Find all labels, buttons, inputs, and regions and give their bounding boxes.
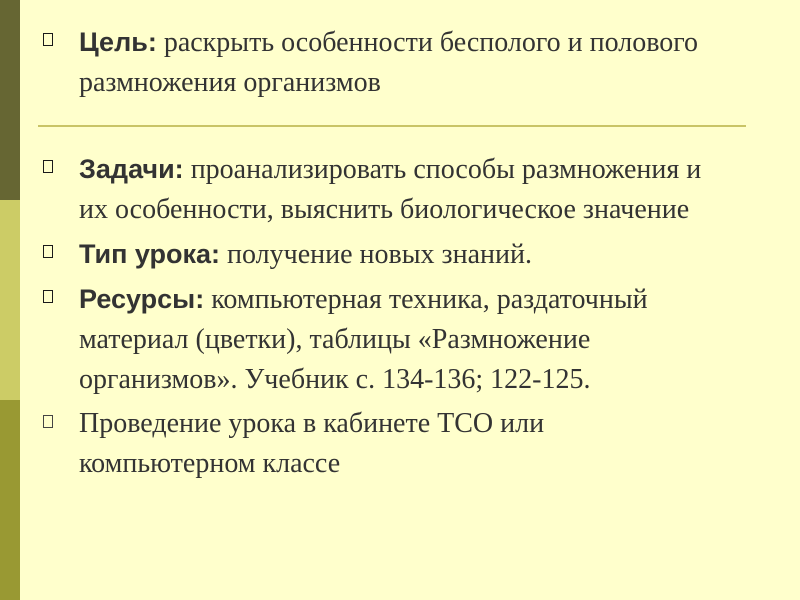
square-bullet-icon — [43, 160, 53, 173]
tasks-item — [40, 149, 720, 230]
venue-item — [40, 404, 720, 484]
left-stripe-bottom — [0, 400, 20, 600]
left-stripe-middle — [0, 200, 20, 400]
tasks-text: проанализировать способы размножения и их особенности, выяснить биологическое значение — [79, 154, 702, 225]
square-bullet-icon — [43, 33, 53, 46]
goal-term: Цель: — [79, 27, 157, 57]
goal-text: раскрыть особенности бесполого и полового размножения организмов — [79, 27, 699, 98]
tasks-term: Задачи: — [79, 154, 184, 184]
left-stripe-top — [0, 0, 20, 200]
slide-content — [40, 22, 720, 484]
lesson-type-item — [40, 234, 720, 275]
resources-item — [40, 279, 720, 400]
lesson-type-term: Тип урока: — [79, 239, 221, 269]
square-bullet-icon — [43, 415, 53, 428]
square-bullet-icon — [43, 245, 53, 258]
goal-item — [40, 22, 720, 103]
venue-text: Проведение урока в кабинете ТСО или компьютерном классе — [79, 408, 545, 479]
square-bullet-icon — [43, 290, 53, 303]
resources-text: компьютерная техника, раздаточный материал (цветки), таблицы «Размножение организмов». Учебник с. 134-136; 122-125. — [79, 284, 648, 395]
lesson-type-text: получение новых знаний. — [220, 239, 532, 270]
resources-term: Ресурсы: — [79, 284, 205, 314]
